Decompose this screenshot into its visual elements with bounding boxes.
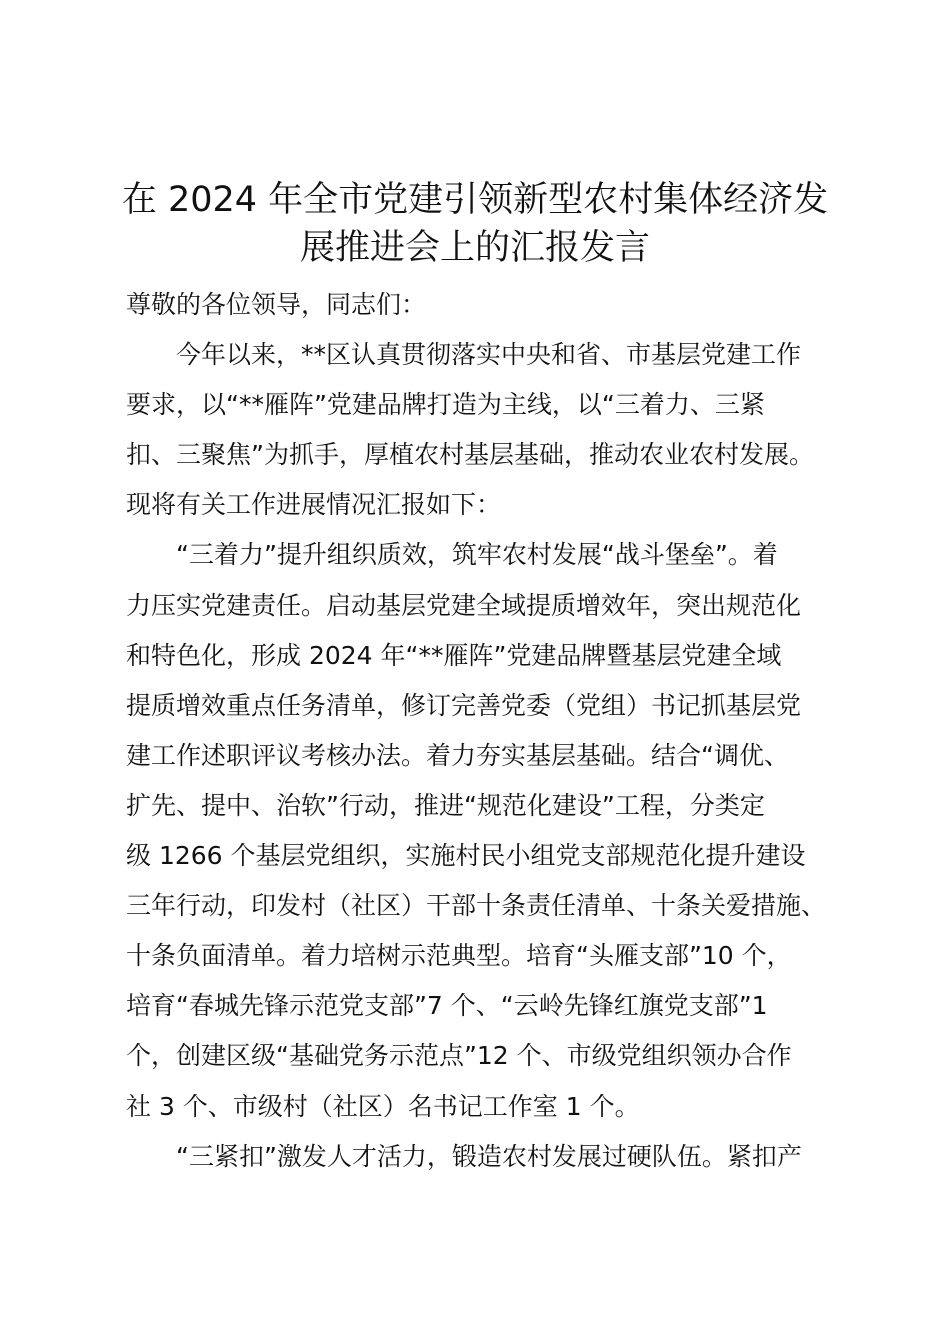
paragraph-line: 扣、三聚焦”为抓手，厚植农村基层基础，推动农业农村发展。	[126, 440, 814, 470]
paragraph-line: 个，创建区级“基础党务示范点”12 个、市级党组织领办合作	[126, 1041, 792, 1071]
paragraph-line: 建工作述职评议考核办法。着力夯实基层基础。结合“调优、	[126, 740, 789, 770]
document-body	[126, 280, 856, 1182]
paragraph-line: 要求，以“**雁阵”党建品牌打造为主线，以“三着力、三紧	[126, 390, 765, 420]
paragraph-line: 十条负面清单。着力培树示范典型。培育“头雁支部”10 个，	[126, 941, 792, 971]
paragraph-line: 现将有关工作进展情况汇报如下：	[126, 490, 502, 520]
paragraph-line: 社 3 个、市级村（社区）名书记工作室 1 个。	[126, 1091, 640, 1121]
document-title	[100, 176, 850, 272]
paragraph-line: 扩先、提中、治软”行动，推进“规范化建设”工程，分类定	[126, 790, 765, 820]
paragraph-line: 提质增效重点任务清单，修订完善党委（党组）书记抓基层党	[126, 690, 802, 720]
paragraph-line: “三紧扣”激发人才活力，锻造农村发展过硬队伍。紧扣产	[176, 1141, 802, 1171]
paragraph-line: 和特色化，形成 2024 年“**雁阵”党建品牌暨基层党建全域	[126, 640, 782, 670]
paragraph-three-efforts	[126, 530, 856, 1131]
paragraph-line: 培育“春城先锋示范党支部”7 个、“云岭先锋红旗党支部”1	[126, 991, 768, 1021]
paragraph-three-links	[126, 1132, 856, 1182]
paragraph-line: 级 1266 个基层党组织，实施村民小组党支部规范化提升建设	[126, 841, 806, 871]
paragraph-intro	[126, 330, 856, 530]
paragraph-line: 三年行动，印发村（社区）干部十条责任清单、十条关爱措施、	[126, 891, 827, 921]
paragraph-line: “三着力”提升组织质效，筑牢农村发展“战斗堡垒”。着	[176, 540, 778, 570]
title-line: 在 2024 年全市党建引领新型农村集体经济发	[121, 180, 829, 220]
paragraph-line: 今年以来，**区认真贯彻落实中央和省、市基层党建工作	[176, 340, 802, 370]
paragraph-line: 力压实党建责任。启动基层党建全域提质增效年，突出规范化	[126, 590, 802, 620]
salutation: 尊敬的各位领导，同志们：	[126, 290, 427, 319]
title-line: 展推进会上的汇报发言	[299, 228, 650, 268]
